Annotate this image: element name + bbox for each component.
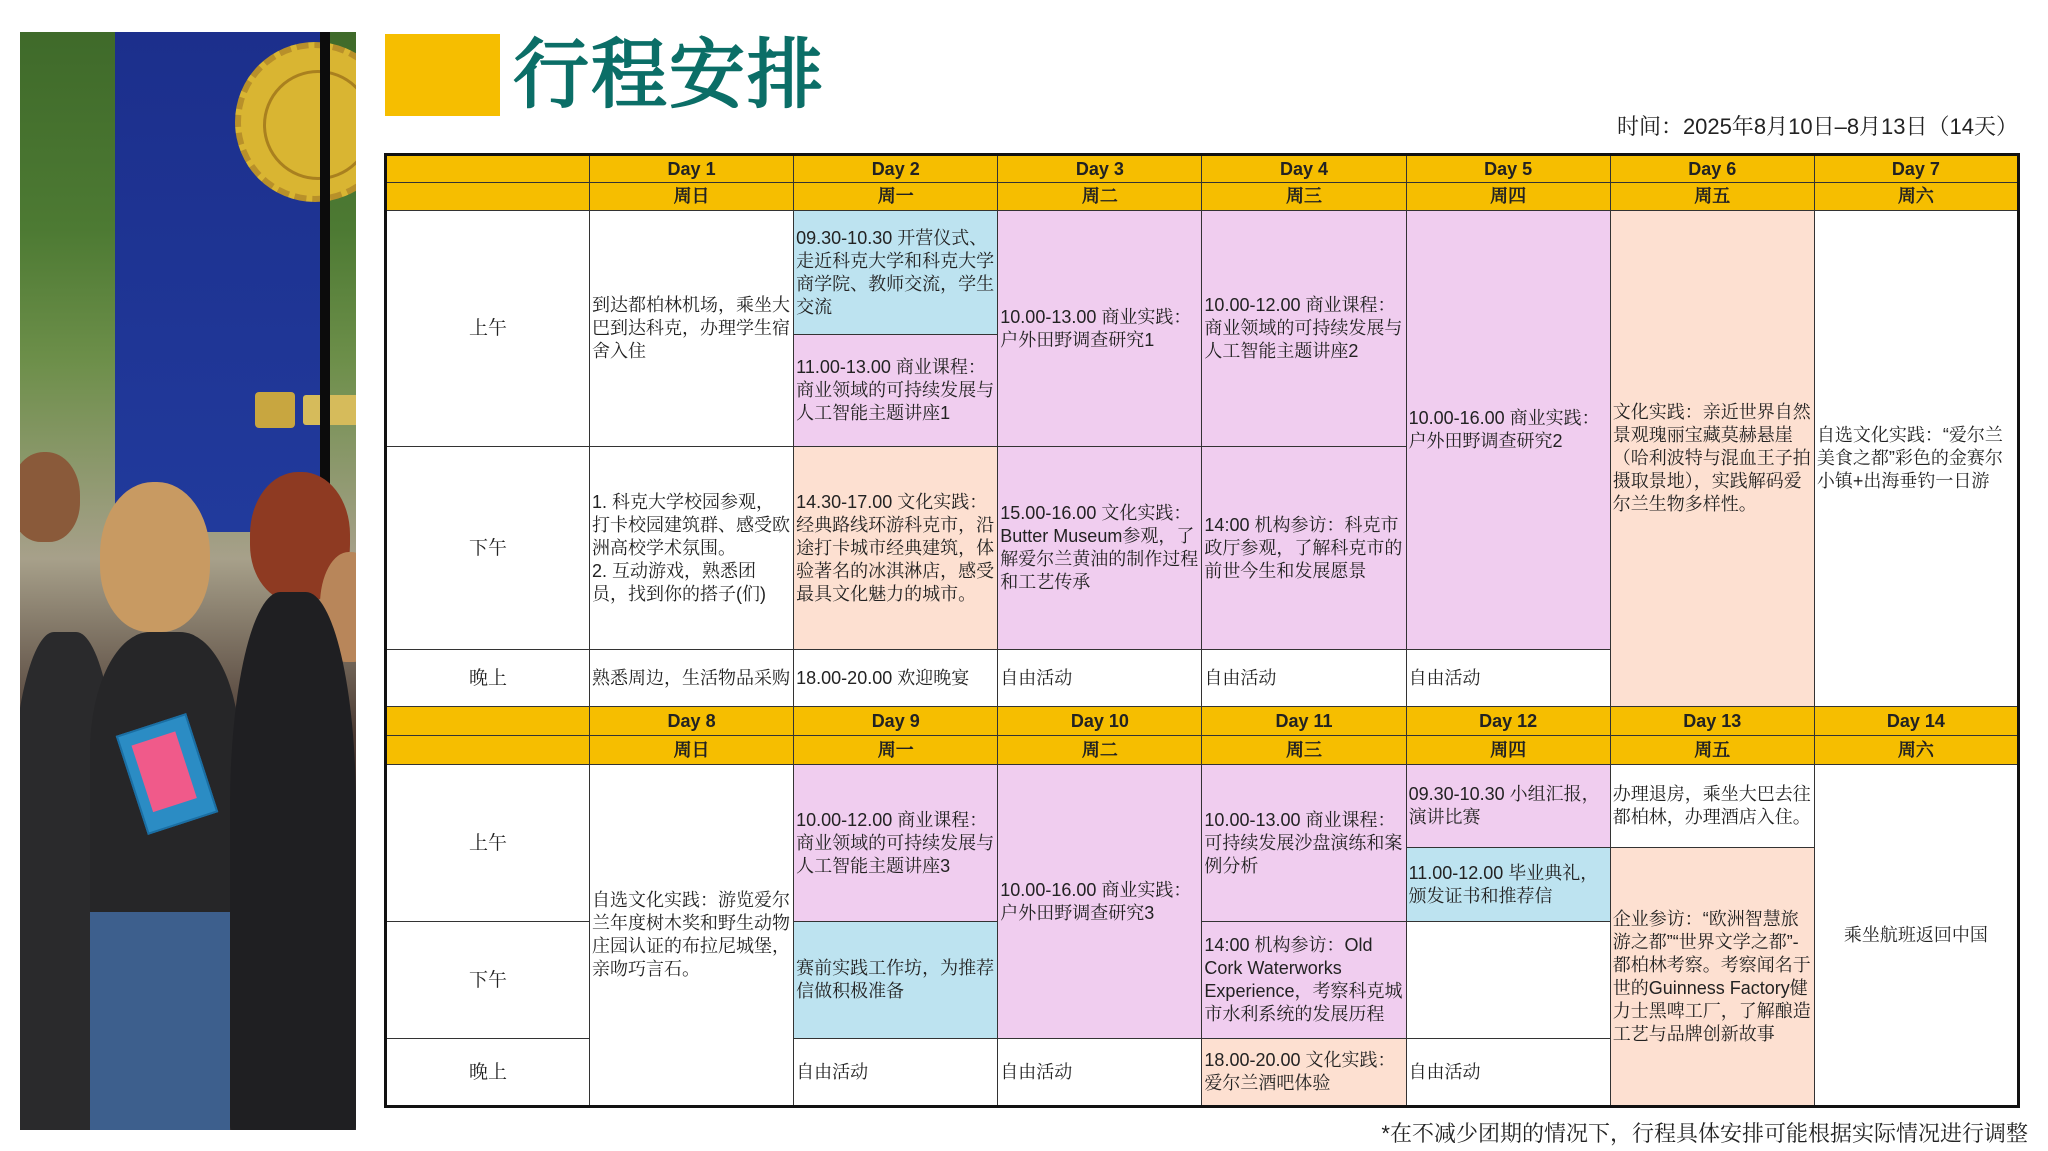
weekday-header: 周五 <box>1610 183 1814 211</box>
week2-day-row <box>386 707 2019 736</box>
ucc-banner <box>115 32 320 532</box>
day4-afternoon: 14:00 机构参访：科克市政厅参观，了解科克市的前世今生和发展愿景 <box>1202 447 1406 650</box>
day-header: Day 5 <box>1406 155 1610 183</box>
day9-evening: 自由活动 <box>794 1039 998 1107</box>
day11-evening: 18.00-20.00 文化实践：爱尔兰酒吧体验 <box>1202 1039 1406 1107</box>
day-header: Day 2 <box>794 155 998 183</box>
day-header: Day 8 <box>590 707 794 736</box>
day14-all: 乘坐航班返回中国 <box>1814 765 2018 1107</box>
weekday-header: 周二 <box>998 183 1202 211</box>
day3-morning: 10.00-13.00 商业实践：户外田野调查研究1 <box>998 211 1202 447</box>
day-header: Day 4 <box>1202 155 1406 183</box>
row-label-afternoon: 下午 <box>386 922 590 1039</box>
day-header: Day 13 <box>1610 707 1814 736</box>
day-header: Day 12 <box>1406 707 1610 736</box>
week1-weekday-row <box>386 183 2019 211</box>
day13-afternoon: 企业参访：“欧洲智慧旅游之都”“世界文学之都”-都柏林考察。考察闻名于世的Guinness Factory健力士黑啤工厂，了解酿造工艺与品牌创新故事 <box>1610 848 1814 1107</box>
date-range: 时间：2025年8月10日–8月13日（14天） <box>1616 114 2018 139</box>
row-label-evening: 晚上 <box>386 650 590 707</box>
weekday-header: 周五 <box>1610 736 1814 765</box>
day-header: Day 1 <box>590 155 794 183</box>
day-header: Day 10 <box>998 707 1202 736</box>
week2-weekday-row <box>386 736 2019 765</box>
day-header: Day 14 <box>1814 707 2018 736</box>
weekday-header: 周一 <box>794 183 998 211</box>
page-title: 行程安排 <box>513 33 825 118</box>
day2-morning-b: 11.00-13.00 商业课程：商业领域的可持续发展与人工智能主题讲座1 <box>794 335 998 447</box>
weekday-header: 周四 <box>1406 736 1610 765</box>
day12-morning-b: 11.00-12.00 毕业典礼，颁发证书和推荐信 <box>1406 848 1610 922</box>
row-label-afternoon: 下午 <box>386 447 590 650</box>
header-corner <box>386 707 590 736</box>
day5-evening: 自由活动 <box>1406 650 1610 707</box>
weekday-header: 周一 <box>794 736 998 765</box>
row-label-morning: 上午 <box>386 211 590 447</box>
day7-all: 自选文化实践：“爱尔兰美食之都”彩色的金赛尔小镇+出海垂钓一日游 <box>1814 211 2018 707</box>
header-corner <box>386 183 590 211</box>
day9-afternoon: 赛前实践工作坊，为推荐信做积极准备 <box>794 922 998 1039</box>
weekday-header: 周日 <box>590 183 794 211</box>
day3-afternoon: 15.00-16.00 文化实践：Butter Museum参观，了解爱尔兰黄油的制作过程和工艺传承 <box>998 447 1202 650</box>
footnote: *在不减少团期的情况下，行程具体安排可能根据实际情况进行调整 <box>1381 1121 2028 1146</box>
day2-evening: 18.00-20.00 欢迎晚宴 <box>794 650 998 707</box>
day12-afternoon <box>1406 922 1610 1039</box>
day12-evening: 自由活动 <box>1406 1039 1610 1107</box>
week1-day-row <box>386 155 2019 183</box>
day10-evening: 自由活动 <box>998 1039 1202 1107</box>
row-label-morning: 上午 <box>386 765 590 922</box>
day12-morning-a: 09.30-10.30 小组汇报，演讲比赛 <box>1406 765 1610 848</box>
day1-afternoon: 1. 科克大学校园参观，打卡校园建筑群、感受欧洲高校学术氛围。 2. 互动游戏，熟悉团员，找到你的搭子(们) <box>590 447 794 650</box>
day1-morning: 到达都柏林机场，乘坐大巴到达科克，办理学生宿舍入住 <box>590 211 794 447</box>
weekday-header: 周六 <box>1814 736 2018 765</box>
day11-afternoon: 14:00 机构参访：Old Cork Waterworks Experience，考察科克城市水利系统的发展历程 <box>1202 922 1406 1039</box>
itinerary-table <box>384 153 2020 1108</box>
day10-day: 10.00-16.00 商业实践：户外田野调查研究3 <box>998 765 1202 1039</box>
day8-all: 自选文化实践：游览爱尔兰年度树木奖和野生动物庄园认证的布拉尼城堡，亲吻巧言石。 <box>590 765 794 1107</box>
day-header: Day 11 <box>1202 707 1406 736</box>
day3-evening: 自由活动 <box>998 650 1202 707</box>
title-accent-block <box>385 34 500 116</box>
header-corner <box>386 155 590 183</box>
header-corner <box>386 736 590 765</box>
day-header: Day 9 <box>794 707 998 736</box>
day6-all: 文化实践：亲近世界自然景观瑰丽宝藏莫赫悬崖（哈利波特与混血王子拍摄取景地），实践解码爱尔兰生物多样性。 <box>1610 211 1814 707</box>
day-header: Day 7 <box>1814 155 2018 183</box>
students-photo <box>20 32 356 1130</box>
day2-afternoon: 14.30-17.00 文化实践：经典路线环游科克市，沿途打卡城市经典建筑，体验著名的冰淇淋店，感受最具文化魅力的城市。 <box>794 447 998 650</box>
day1-evening: 熟悉周边，生活物品采购 <box>590 650 794 707</box>
day-header: Day 6 <box>1610 155 1814 183</box>
weekday-header: 周三 <box>1202 736 1406 765</box>
day-header: Day 3 <box>998 155 1202 183</box>
day11-morning: 10.00-13.00 商业课程：可持续发展沙盘演练和案例分析 <box>1202 765 1406 922</box>
day2-morning-a: 09.30-10.30 开营仪式、走近科克大学和科克大学商学院、教师交流，学生交流 <box>794 211 998 335</box>
day9-morning: 10.00-12.00 商业课程：商业领域的可持续发展与人工智能主题讲座3 <box>794 765 998 922</box>
day4-morning: 10.00-12.00 商业课程：商业领域的可持续发展与人工智能主题讲座2 <box>1202 211 1406 447</box>
weekday-header: 周四 <box>1406 183 1610 211</box>
day5-day: 10.00-16.00 商业实践：户外田野调查研究2 <box>1406 211 1610 650</box>
weekday-header: 周六 <box>1814 183 2018 211</box>
day4-evening: 自由活动 <box>1202 650 1406 707</box>
weekday-header: 周三 <box>1202 183 1406 211</box>
ucc-crest-icon <box>255 392 356 452</box>
day13-morning: 办理退房，乘坐大巴去往都柏林，办理酒店入住。 <box>1610 765 1814 848</box>
row-label-evening: 晚上 <box>386 1039 590 1107</box>
award-seal-icon <box>235 42 356 202</box>
weekday-header: 周二 <box>998 736 1202 765</box>
weekday-header: 周日 <box>590 736 794 765</box>
